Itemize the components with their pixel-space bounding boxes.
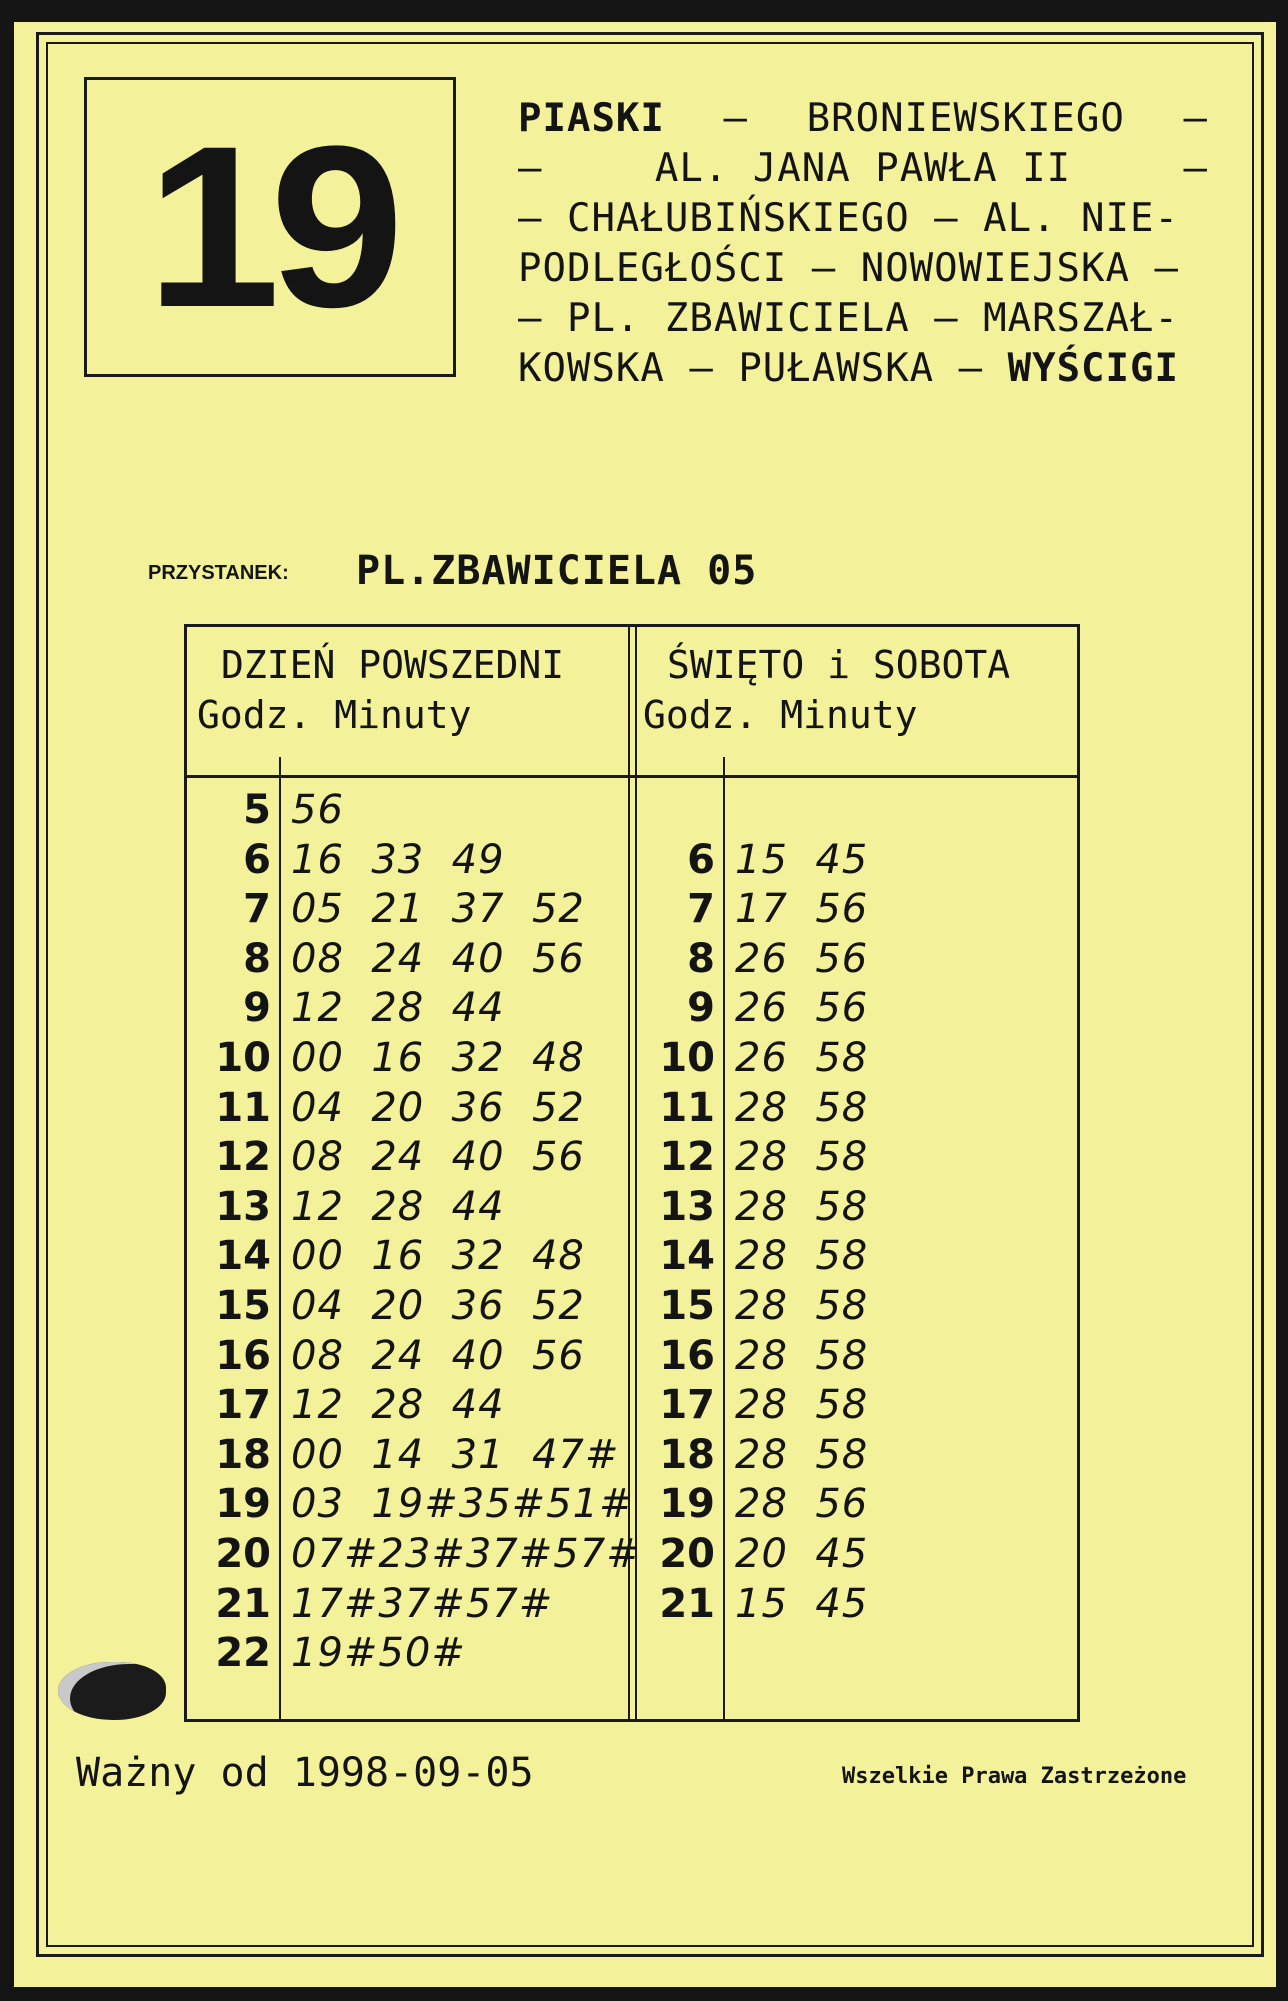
hour-cell: 11 (215, 1084, 271, 1131)
minutes-cell: 15 45 (735, 836, 869, 883)
minutes-cell: 08 24 40 56 (291, 1332, 585, 1379)
minutes-cell: 19#50# (291, 1630, 466, 1677)
minutes-cell: 16 33 49 (291, 836, 505, 883)
hour-cell: 14 (215, 1233, 271, 1280)
schedule-row (193, 1033, 585, 1083)
hour-cell: 17 (659, 1382, 715, 1429)
schedule-row (637, 1579, 868, 1629)
minutes-cell: 26 58 (735, 1035, 869, 1081)
schedule-row (637, 983, 868, 1033)
hour-cell: 18 (659, 1431, 715, 1478)
hour-cell: 18 (215, 1431, 271, 1478)
schedule-row (637, 1380, 868, 1430)
hour-cell: 10 (215, 1035, 271, 1081)
hour-cell: 19 (215, 1481, 271, 1528)
schedule-row (637, 1529, 868, 1579)
route-description (518, 94, 1208, 394)
route-line (518, 94, 1208, 144)
minutes-cell: 00 16 32 48 (291, 1233, 585, 1280)
hour-cell: 9 (243, 985, 271, 1032)
hour-cell: 7 (243, 886, 271, 933)
minutes-cell: 28 58 (735, 1084, 869, 1131)
minutes-cell: 28 58 (735, 1382, 869, 1429)
punched-hole (58, 1662, 166, 1720)
header-divider (187, 775, 1077, 778)
stop-label: PRZYSTANEK: (148, 562, 289, 584)
hour-cell: 10 (659, 1035, 715, 1081)
route-line (518, 194, 1208, 244)
hour-cell: 16 (215, 1332, 271, 1379)
minutes-cell: 28 58 (735, 1183, 869, 1230)
schedule-row (193, 1331, 585, 1381)
schedule-row (193, 1281, 585, 1331)
schedule-row (193, 1132, 585, 1182)
minutes-cell: 26 56 (735, 935, 869, 982)
hour-cell: 20 (215, 1531, 271, 1577)
minutes-cell: 04 20 36 52 (291, 1283, 585, 1329)
route-segment: PIASKI (518, 96, 665, 141)
route-number-box (84, 77, 456, 377)
hour-cell: 22 (215, 1630, 271, 1677)
hour-cell: 16 (659, 1332, 715, 1379)
timetable-table (184, 624, 1080, 1722)
schedule-row (637, 884, 868, 934)
schedule-row (637, 1083, 868, 1133)
route-segment: AL. JANA PAWŁA II (654, 146, 1072, 191)
minutes-cell: 08 24 40 56 (291, 935, 585, 982)
holiday-subhead: Godz. Minuty (643, 693, 918, 737)
schedule-row (193, 884, 585, 934)
route-number: 19 (146, 98, 394, 355)
hour-cell: 5 (243, 787, 271, 833)
minutes-cell: 28 58 (735, 1431, 869, 1478)
schedule-row (637, 1479, 868, 1529)
schedule-row (193, 1380, 505, 1430)
route-segment: – (1183, 96, 1208, 141)
minutes-cell: 12 28 44 (291, 1382, 505, 1429)
route-line (518, 144, 1208, 194)
route-segment: – (1183, 146, 1208, 191)
holiday-title: ŚWIĘTO i SOBOTA (667, 643, 1011, 687)
hour-cell: 15 (659, 1283, 715, 1329)
route-line (518, 344, 1208, 394)
hour-cell: 15 (215, 1283, 271, 1329)
weekday-subhead: Godz. Minuty (197, 693, 472, 737)
hour-cell: 21 (659, 1580, 715, 1627)
schedule-row (193, 983, 505, 1033)
schedule-row (193, 1579, 553, 1629)
schedule-row (193, 1628, 466, 1678)
schedule-row (637, 1182, 868, 1232)
hour-cell: 19 (659, 1481, 715, 1528)
hour-cell: 13 (215, 1183, 271, 1230)
schedule-row (637, 835, 868, 885)
hour-cell: 13 (659, 1183, 715, 1230)
schedule-row (637, 1430, 868, 1480)
minutes-cell: 03 19#35#51# (291, 1481, 634, 1528)
minutes-cell: 28 56 (735, 1481, 869, 1528)
minutes-cell: 17 56 (735, 886, 869, 933)
minutes-cell: 56 (291, 787, 344, 833)
route-segment: BRONIEWSKIEGO (806, 96, 1125, 141)
hour-cell: 17 (215, 1382, 271, 1429)
schedule-row (193, 1083, 585, 1133)
valid-from: Ważny od 1998-09-05 (76, 1750, 534, 1796)
minutes-cell: 15 45 (735, 1580, 869, 1627)
schedule-row (637, 934, 868, 984)
schedule-row (637, 1231, 868, 1281)
route-segment: – (518, 146, 543, 191)
route-segment: – (723, 96, 748, 141)
hour-cell: 20 (659, 1531, 715, 1577)
route-line (518, 244, 1208, 294)
minutes-cell: 00 16 32 48 (291, 1035, 585, 1081)
schedule-row (193, 934, 585, 984)
minutes-cell: 07#23#37#57# (291, 1531, 641, 1577)
schedule-row (193, 1529, 641, 1579)
route-segment: WYŚCIGI (1007, 346, 1179, 391)
hour-cell: 11 (659, 1084, 715, 1131)
hour-cell: 6 (687, 836, 715, 883)
minutes-cell: 04 20 36 52 (291, 1084, 585, 1131)
schedule-row (637, 1033, 868, 1083)
minutes-cell: 12 28 44 (291, 1183, 505, 1230)
minutes-cell: 08 24 40 56 (291, 1134, 585, 1181)
weekday-title: DZIEŃ POWSZEDNI (221, 643, 565, 687)
minutes-cell: 05 21 37 52 (291, 886, 585, 933)
schedule-row (193, 1182, 505, 1232)
route-segment: KOWSKA – PUŁAWSKA – (518, 346, 1008, 391)
schedule-row (193, 1231, 585, 1281)
minutes-cell: 28 58 (735, 1233, 869, 1280)
rights-notice: Wszelkie Prawa Zastrzeżone (842, 1764, 1187, 1789)
minutes-cell: 28 58 (735, 1134, 869, 1181)
schedule-row (637, 1331, 868, 1381)
hour-cell: 6 (243, 836, 271, 883)
minutes-cell: 28 58 (735, 1332, 869, 1379)
schedule-row (637, 1281, 868, 1331)
route-segment: – PL. ZBAWICIELA – MARSZAŁ- (518, 296, 1179, 341)
route-line (518, 294, 1208, 344)
schedule-row (193, 1479, 634, 1529)
route-segment: – CHAŁUBIŃSKIEGO – AL. NIE- (518, 196, 1179, 241)
minutes-cell: 00 14 31 47# (291, 1431, 620, 1478)
hour-cell: 14 (659, 1233, 715, 1280)
minutes-cell: 12 28 44 (291, 985, 505, 1032)
schedule-row (637, 1132, 868, 1182)
schedule-row (193, 1430, 619, 1480)
stop-name: PL.ZBAWICIELA 05 (356, 548, 758, 594)
hour-cell: 12 (659, 1134, 715, 1181)
minutes-cell: 28 58 (735, 1283, 869, 1329)
hour-cell: 12 (215, 1134, 271, 1181)
hour-cell: 21 (215, 1580, 271, 1627)
hour-cell: 8 (687, 935, 715, 982)
schedule-row (193, 835, 505, 885)
hour-cell: 8 (243, 935, 271, 982)
schedule-row (193, 785, 344, 835)
hour-cell: 9 (687, 985, 715, 1032)
timetable-card (14, 22, 1276, 1987)
minutes-cell: 20 45 (735, 1531, 869, 1577)
hour-cell: 7 (687, 886, 715, 933)
minutes-cell: 17#37#57# (291, 1580, 554, 1627)
route-segment: PODLEGŁOŚCI – NOWOWIEJSKA – (518, 246, 1179, 291)
minutes-cell: 26 56 (735, 985, 869, 1032)
